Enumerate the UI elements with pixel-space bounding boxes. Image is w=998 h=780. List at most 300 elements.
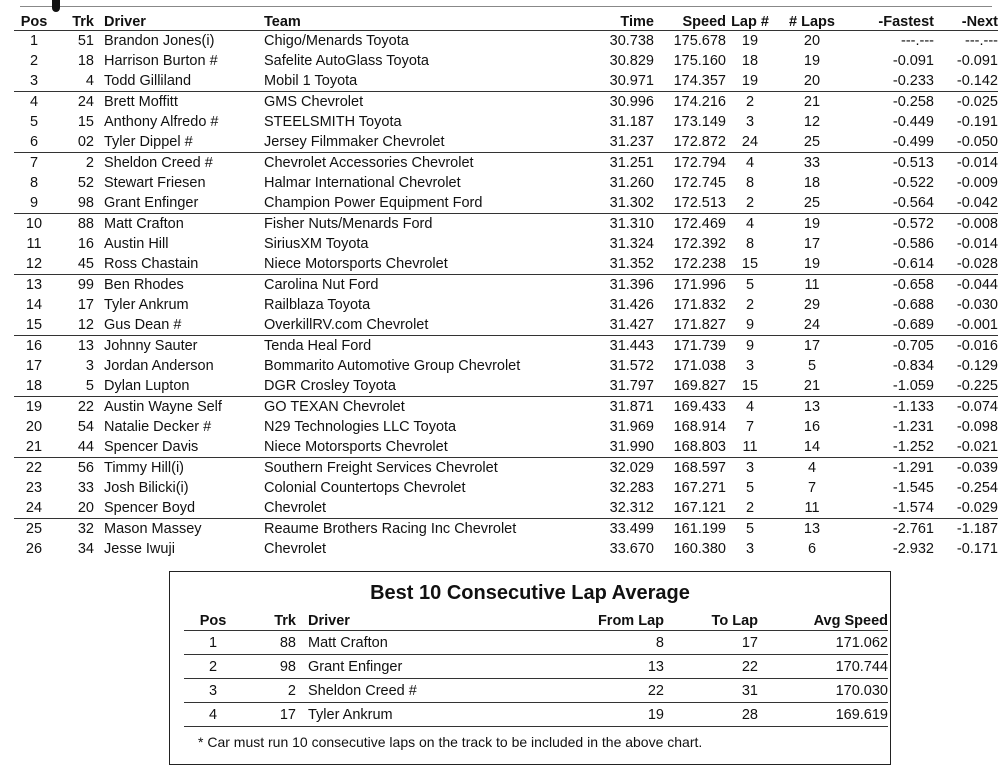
cell-laps: 13	[803, 399, 821, 415]
cell-laps: 4	[807, 460, 817, 476]
cell-speed: 168.597	[673, 460, 726, 476]
cell-fastest: -0.658	[892, 277, 934, 293]
cell-speed: 168.914	[673, 419, 726, 435]
cell-next: -0.008	[956, 216, 998, 232]
cell-driver: Jesse Iwuji	[104, 541, 175, 557]
best-header-driver: Driver	[296, 611, 538, 631]
table-row	[14, 295, 998, 315]
cell-pos: 14	[25, 297, 43, 313]
cell-trk: 34	[77, 541, 94, 557]
best-ten-row	[184, 679, 888, 703]
cell-fastest: -0.091	[892, 53, 934, 69]
cell-laps: 24	[774, 315, 850, 336]
cell-next: -0.014	[956, 236, 998, 252]
cell-speed: 171.827	[654, 315, 726, 336]
cell-time: 31.572	[609, 358, 654, 374]
cell-team: GMS Chevrolet	[264, 94, 364, 110]
cell-pos: 24	[14, 498, 54, 519]
cell-fastest: ---.---	[900, 33, 934, 49]
cell-lap-number: 11	[726, 437, 774, 458]
best-cell-from-lap: 22	[538, 679, 664, 703]
cell-laps: 21	[774, 376, 850, 397]
cell-lap-number: 15	[726, 376, 774, 397]
table-row	[14, 173, 998, 193]
cell-trk: 13	[77, 338, 94, 354]
cell-fastest: -1.291	[892, 460, 934, 476]
cell-lap-number: 2	[745, 94, 755, 110]
cell-pos: 8	[29, 175, 39, 191]
cell-laps: 17	[803, 236, 821, 252]
cell-driver: Todd Gilliland	[94, 71, 264, 92]
header-driver: Driver	[94, 13, 264, 31]
cell-driver: Brett Moffitt	[104, 94, 178, 110]
cell-time: 33.499	[609, 521, 654, 537]
cell-driver: Gus Dean #	[94, 315, 264, 336]
cell-driver: Dylan Lupton	[94, 376, 264, 397]
cell-fastest: -0.705	[892, 338, 934, 354]
cell-team: Tenda Heal Ford	[264, 338, 372, 354]
cell-lap-number: 19	[741, 33, 759, 49]
cell-team: Chevrolet	[264, 541, 327, 557]
cell-fastest: -0.688	[892, 297, 934, 313]
cell-team: Halmar International Chevrolet	[264, 175, 461, 191]
best-ten-header-row	[184, 611, 888, 631]
cell-fastest: -0.586	[892, 236, 934, 252]
cell-pos: 16	[25, 338, 43, 354]
best-ten-row	[184, 655, 888, 679]
table-row	[14, 376, 998, 397]
cell-speed: 171.739	[673, 338, 726, 354]
cell-team: Southern Freight Services Chevrolet	[264, 460, 498, 476]
cell-speed: 174.216	[673, 94, 726, 110]
cell-next: -0.039	[956, 460, 998, 476]
cell-driver: Matt Crafton	[104, 216, 184, 232]
cell-fastest: -1.574	[850, 498, 934, 519]
cell-trk: 18	[77, 53, 94, 69]
cell-next: -0.074	[956, 399, 998, 415]
cell-next: -0.001	[934, 315, 998, 336]
cell-laps: 20	[774, 71, 850, 92]
cell-team: Safelite AutoGlass Toyota	[264, 53, 429, 69]
table-header-row	[14, 13, 998, 31]
cell-driver: Spencer Boyd	[94, 498, 264, 519]
cell-trk: 3	[85, 358, 94, 374]
cell-fastest: -1.252	[850, 437, 934, 458]
best-cell-avg-speed: 170.030	[758, 679, 888, 703]
cell-trk: 52	[77, 175, 94, 191]
cell-pos: 26	[25, 541, 43, 557]
cell-fastest: -1.231	[892, 419, 934, 435]
cell-team: Reaume Brothers Racing Inc Chevrolet	[264, 521, 517, 537]
cell-team: Fisher Nuts/Menards Ford	[264, 216, 433, 232]
cell-time: 31.302	[584, 193, 654, 214]
cell-lap-number: 5	[745, 480, 755, 496]
cell-laps: 17	[803, 338, 821, 354]
cell-team: DGR Crosley Toyota	[264, 376, 584, 397]
best-header-pos: Pos	[184, 611, 242, 631]
table-row	[14, 458, 998, 479]
cell-team: STEELSMITH Toyota	[264, 114, 402, 130]
cell-time: 31.237	[584, 132, 654, 153]
table-row	[14, 112, 998, 132]
header-speed: Speed	[654, 13, 726, 31]
cell-pos: 21	[14, 437, 54, 458]
cell-trk: 2	[85, 155, 94, 171]
cell-next: -0.009	[956, 175, 998, 191]
cell-speed: 175.160	[673, 53, 726, 69]
cell-pos: 20	[25, 419, 43, 435]
table-row	[14, 397, 998, 418]
cell-laps: 20	[803, 33, 821, 49]
cell-trk: 51	[77, 33, 94, 49]
best-ten-table	[184, 611, 888, 727]
best-header-avg-speed: Avg Speed	[758, 611, 888, 631]
header-fastest: -Fastest	[850, 13, 934, 31]
cell-team: SiriusXM Toyota	[264, 236, 369, 252]
cell-trk: 12	[54, 315, 94, 336]
cell-trk: 88	[77, 216, 94, 232]
cell-fastest: -0.449	[892, 114, 934, 130]
cell-team: Niece Motorsports Chevrolet	[264, 254, 584, 275]
cell-fastest: -0.258	[892, 94, 934, 110]
cell-driver: Stewart Friesen	[104, 175, 206, 191]
cell-fastest: -1.059	[850, 376, 934, 397]
cell-speed: 174.357	[654, 71, 726, 92]
header-laps: # Laps	[774, 13, 850, 31]
best-cell-avg-speed: 171.062	[758, 631, 888, 655]
cell-trk: 99	[77, 277, 94, 293]
cell-trk: 44	[54, 437, 94, 458]
cell-time: 32.029	[609, 460, 654, 476]
cell-next: -0.098	[956, 419, 998, 435]
table-row	[14, 51, 998, 71]
cell-trk: 5	[54, 376, 94, 397]
cell-team: Chevrolet Accessories Chevrolet	[264, 155, 474, 171]
cell-team: Railblaza Toyota	[264, 297, 371, 313]
cell-team: Chevrolet	[264, 498, 584, 519]
cell-next: -0.044	[956, 277, 998, 293]
best-header-trk: Trk	[242, 611, 296, 631]
header-pos: Pos	[14, 13, 54, 31]
cell-team: Jersey Filmmaker Chevrolet	[264, 132, 584, 153]
table-row	[14, 153, 998, 174]
cell-next: -1.187	[956, 521, 998, 537]
cell-pos: 1	[29, 33, 39, 49]
cell-next: -0.129	[956, 358, 998, 374]
header-lap-number: Lap #	[726, 13, 774, 31]
cell-trk: 33	[77, 480, 94, 496]
cell-time: 31.871	[609, 399, 654, 415]
best-ten-title: Best 10 Consecutive Lap Average	[370, 582, 690, 604]
cell-next: -0.225	[934, 376, 998, 397]
table-row	[14, 214, 998, 235]
table-row	[14, 417, 998, 437]
cell-fastest: -0.233	[850, 71, 934, 92]
cell-trk: 32	[77, 521, 94, 537]
cell-trk: 56	[77, 460, 94, 476]
cell-lap-number: 15	[726, 254, 774, 275]
cell-lap-number: 9	[726, 315, 774, 336]
best-cell-to-lap: 28	[664, 703, 758, 727]
table-body	[14, 31, 998, 560]
cell-laps: 25	[774, 193, 850, 214]
cell-fastest: -0.564	[850, 193, 934, 214]
best-cell-pos: 2	[184, 655, 242, 679]
cell-pos: 12	[14, 254, 54, 275]
cell-lap-number: 8	[745, 236, 755, 252]
cell-speed: 173.149	[673, 114, 726, 130]
cell-driver: Ben Rhodes	[104, 277, 184, 293]
cell-laps: 11	[774, 498, 850, 519]
best-cell-trk: 88	[242, 631, 296, 655]
cell-driver: Mason Massey	[104, 521, 202, 537]
table-row	[14, 498, 998, 519]
table-row	[14, 132, 998, 153]
cell-next: -0.191	[956, 114, 998, 130]
table-row	[14, 234, 998, 254]
cell-speed: 171.038	[673, 358, 726, 374]
cell-time: 31.969	[609, 419, 654, 435]
cell-time: 30.971	[584, 71, 654, 92]
cell-laps: 18	[803, 175, 821, 191]
cell-fastest: -1.545	[892, 480, 934, 496]
cell-laps: 5	[807, 358, 817, 374]
cell-driver: Tyler Ankrum	[104, 297, 189, 313]
cell-driver: Tyler Dippel #	[94, 132, 264, 153]
best-ten-row	[184, 631, 888, 655]
cell-fastest: -0.834	[892, 358, 934, 374]
cell-driver: Spencer Davis	[94, 437, 264, 458]
best-cell-to-lap: 17	[664, 631, 758, 655]
best-cell-trk: 98	[242, 655, 296, 679]
cell-time: 31.427	[584, 315, 654, 336]
cell-laps: 13	[803, 521, 821, 537]
table-row	[14, 356, 998, 376]
cell-trk: 22	[77, 399, 94, 415]
cell-next: -0.028	[934, 254, 998, 275]
cell-time: 33.670	[609, 541, 654, 557]
table-row	[14, 31, 998, 52]
cell-next: -0.171	[956, 541, 998, 557]
cell-speed: 169.433	[673, 399, 726, 415]
cell-laps: 14	[774, 437, 850, 458]
cell-pos: 5	[29, 114, 39, 130]
header-next: -Next	[934, 13, 998, 31]
cell-team: Chigo/Menards Toyota	[264, 33, 409, 49]
cell-speed: 172.872	[654, 132, 726, 153]
cell-team: N29 Technologies LLC Toyota	[264, 419, 457, 435]
cell-pos: 9	[14, 193, 54, 214]
best-cell-avg-speed: 169.619	[758, 703, 888, 727]
cell-next: -0.030	[956, 297, 998, 313]
cell-trk: 20	[54, 498, 94, 519]
cell-speed: 171.832	[673, 297, 726, 313]
cell-pos: 23	[25, 480, 43, 496]
best-cell-pos: 3	[184, 679, 242, 703]
cell-driver: Johnny Sauter	[104, 338, 198, 354]
cell-driver: Harrison Burton #	[104, 53, 218, 69]
table-row	[14, 336, 998, 357]
table-row	[14, 539, 998, 559]
table-row	[14, 71, 998, 92]
cell-trk: 24	[77, 94, 94, 110]
cell-next: -0.254	[956, 480, 998, 496]
cell-lap-number: 2	[745, 297, 755, 313]
cell-pos: 25	[25, 521, 43, 537]
cell-laps: 33	[803, 155, 821, 171]
cell-driver: Timmy Hill(i)	[104, 460, 184, 476]
cell-team: Carolina Nut Ford	[264, 277, 379, 293]
table-row	[14, 519, 998, 540]
cell-speed: 172.513	[654, 193, 726, 214]
cell-lap-number: 5	[745, 521, 755, 537]
cell-time: 31.990	[584, 437, 654, 458]
best-cell-trk: 17	[242, 703, 296, 727]
cell-trk: 15	[77, 114, 94, 130]
cell-pos: 7	[29, 155, 39, 171]
cell-next: -0.029	[934, 498, 998, 519]
cell-lap-number: 2	[726, 193, 774, 214]
cell-speed: 172.238	[654, 254, 726, 275]
table-row	[14, 92, 998, 113]
cell-lap-number: 4	[745, 216, 755, 232]
cell-laps: 19	[803, 216, 821, 232]
cell-fastest: -2.932	[892, 541, 934, 557]
best-cell-driver: Tyler Ankrum	[296, 703, 538, 727]
best-cell-from-lap: 13	[538, 655, 664, 679]
cell-time: 30.738	[609, 33, 654, 49]
cell-driver: Natalie Decker #	[104, 419, 212, 435]
page-mark	[52, 0, 60, 12]
cell-trk: 45	[54, 254, 94, 275]
cell-lap-number: 3	[745, 541, 755, 557]
cell-driver: Josh Bilicki(i)	[104, 480, 189, 496]
best-cell-from-lap: 19	[538, 703, 664, 727]
cell-time: 31.443	[609, 338, 654, 354]
cell-trk: 02	[54, 132, 94, 153]
best-cell-driver: Matt Crafton	[296, 631, 538, 655]
cell-time: 30.829	[609, 53, 654, 69]
cell-pos: 3	[14, 71, 54, 92]
cell-lap-number: 4	[745, 399, 755, 415]
cell-laps: 19	[774, 254, 850, 275]
cell-lap-number: 7	[745, 419, 755, 435]
cell-next: -0.042	[934, 193, 998, 214]
cell-next: ---.---	[964, 33, 998, 49]
cell-laps: 12	[803, 114, 821, 130]
table-row	[14, 437, 998, 458]
cell-lap-number: 3	[745, 114, 755, 130]
cell-driver: Grant Enfinger	[94, 193, 264, 214]
cell-driver: Brandon Jones(i)	[104, 33, 215, 49]
cell-next: -0.014	[956, 155, 998, 171]
cell-fastest: -0.689	[850, 315, 934, 336]
cell-speed: 161.199	[673, 521, 726, 537]
cell-team: Champion Power Equipment Ford	[264, 193, 584, 214]
cell-speed: 167.121	[654, 498, 726, 519]
cell-pos: 22	[25, 460, 43, 476]
table-row	[14, 478, 998, 498]
cell-time: 31.260	[609, 175, 654, 191]
best-cell-to-lap: 31	[664, 679, 758, 703]
cell-pos: 10	[25, 216, 43, 232]
cell-time: 31.396	[609, 277, 654, 293]
cell-lap-number: 3	[745, 358, 755, 374]
cell-pos: 18	[14, 376, 54, 397]
cell-driver: Sheldon Creed #	[104, 155, 213, 171]
best-header-to-lap: To Lap	[664, 611, 758, 631]
cell-lap-number: 24	[726, 132, 774, 153]
best-cell-from-lap: 8	[538, 631, 664, 655]
cell-lap-number: 5	[745, 277, 755, 293]
cell-fastest: -0.513	[892, 155, 934, 171]
table-row	[14, 193, 998, 214]
cell-trk: 54	[77, 419, 94, 435]
cell-time: 32.283	[609, 480, 654, 496]
cell-fastest: -1.133	[892, 399, 934, 415]
cell-pos: 2	[29, 53, 39, 69]
cell-time: 30.996	[609, 94, 654, 110]
cell-trk: 17	[77, 297, 94, 313]
cell-next: -0.050	[934, 132, 998, 153]
cell-driver: Austin Hill	[104, 236, 169, 252]
header-team: Team	[264, 13, 584, 31]
cell-team: Mobil 1 Toyota	[264, 71, 584, 92]
cell-speed: 172.794	[673, 155, 726, 171]
cell-driver: Jordan Anderson	[104, 358, 214, 374]
best-ten-box	[169, 571, 891, 765]
cell-time: 32.312	[584, 498, 654, 519]
cell-fastest: -2.761	[892, 521, 934, 537]
cell-team: GO TEXAN Chevrolet	[264, 399, 405, 415]
best-cell-pos: 1	[184, 631, 242, 655]
cell-pos: 19	[25, 399, 43, 415]
cell-laps: 29	[803, 297, 821, 313]
best-cell-to-lap: 22	[664, 655, 758, 679]
cell-speed: 169.827	[654, 376, 726, 397]
cell-team: OverkillRV.com Chevrolet	[264, 315, 584, 336]
practice-speeds-table	[14, 13, 998, 559]
best-cell-driver: Grant Enfinger	[296, 655, 538, 679]
cell-time: 31.352	[584, 254, 654, 275]
cell-speed: 160.380	[673, 541, 726, 557]
cell-pos: 6	[14, 132, 54, 153]
cell-fastest: -0.522	[892, 175, 934, 191]
cell-laps: 6	[807, 541, 817, 557]
cell-team: Niece Motorsports Chevrolet	[264, 437, 584, 458]
cell-speed: 171.996	[673, 277, 726, 293]
top-rule	[20, 6, 992, 7]
best-ten-footnote: * Car must run 10 consecutive laps on the track to be included in the above chart.	[198, 734, 703, 750]
cell-time: 31.310	[609, 216, 654, 232]
header-trk: Trk	[54, 13, 94, 31]
cell-next: -0.025	[956, 94, 998, 110]
cell-lap-number: 2	[726, 498, 774, 519]
cell-lap-number: 18	[741, 53, 759, 69]
cell-team: Colonial Countertops Chevrolet	[264, 480, 466, 496]
cell-pos: 17	[25, 358, 43, 374]
cell-fastest: -0.572	[892, 216, 934, 232]
cell-next: -0.021	[934, 437, 998, 458]
cell-lap-number: 4	[745, 155, 755, 171]
best-cell-avg-speed: 170.744	[758, 655, 888, 679]
best-cell-pos: 4	[184, 703, 242, 727]
best-cell-trk: 2	[242, 679, 296, 703]
cell-speed: 172.745	[673, 175, 726, 191]
cell-laps: 7	[807, 480, 817, 496]
cell-pos: 4	[29, 94, 39, 110]
cell-next: -0.091	[956, 53, 998, 69]
